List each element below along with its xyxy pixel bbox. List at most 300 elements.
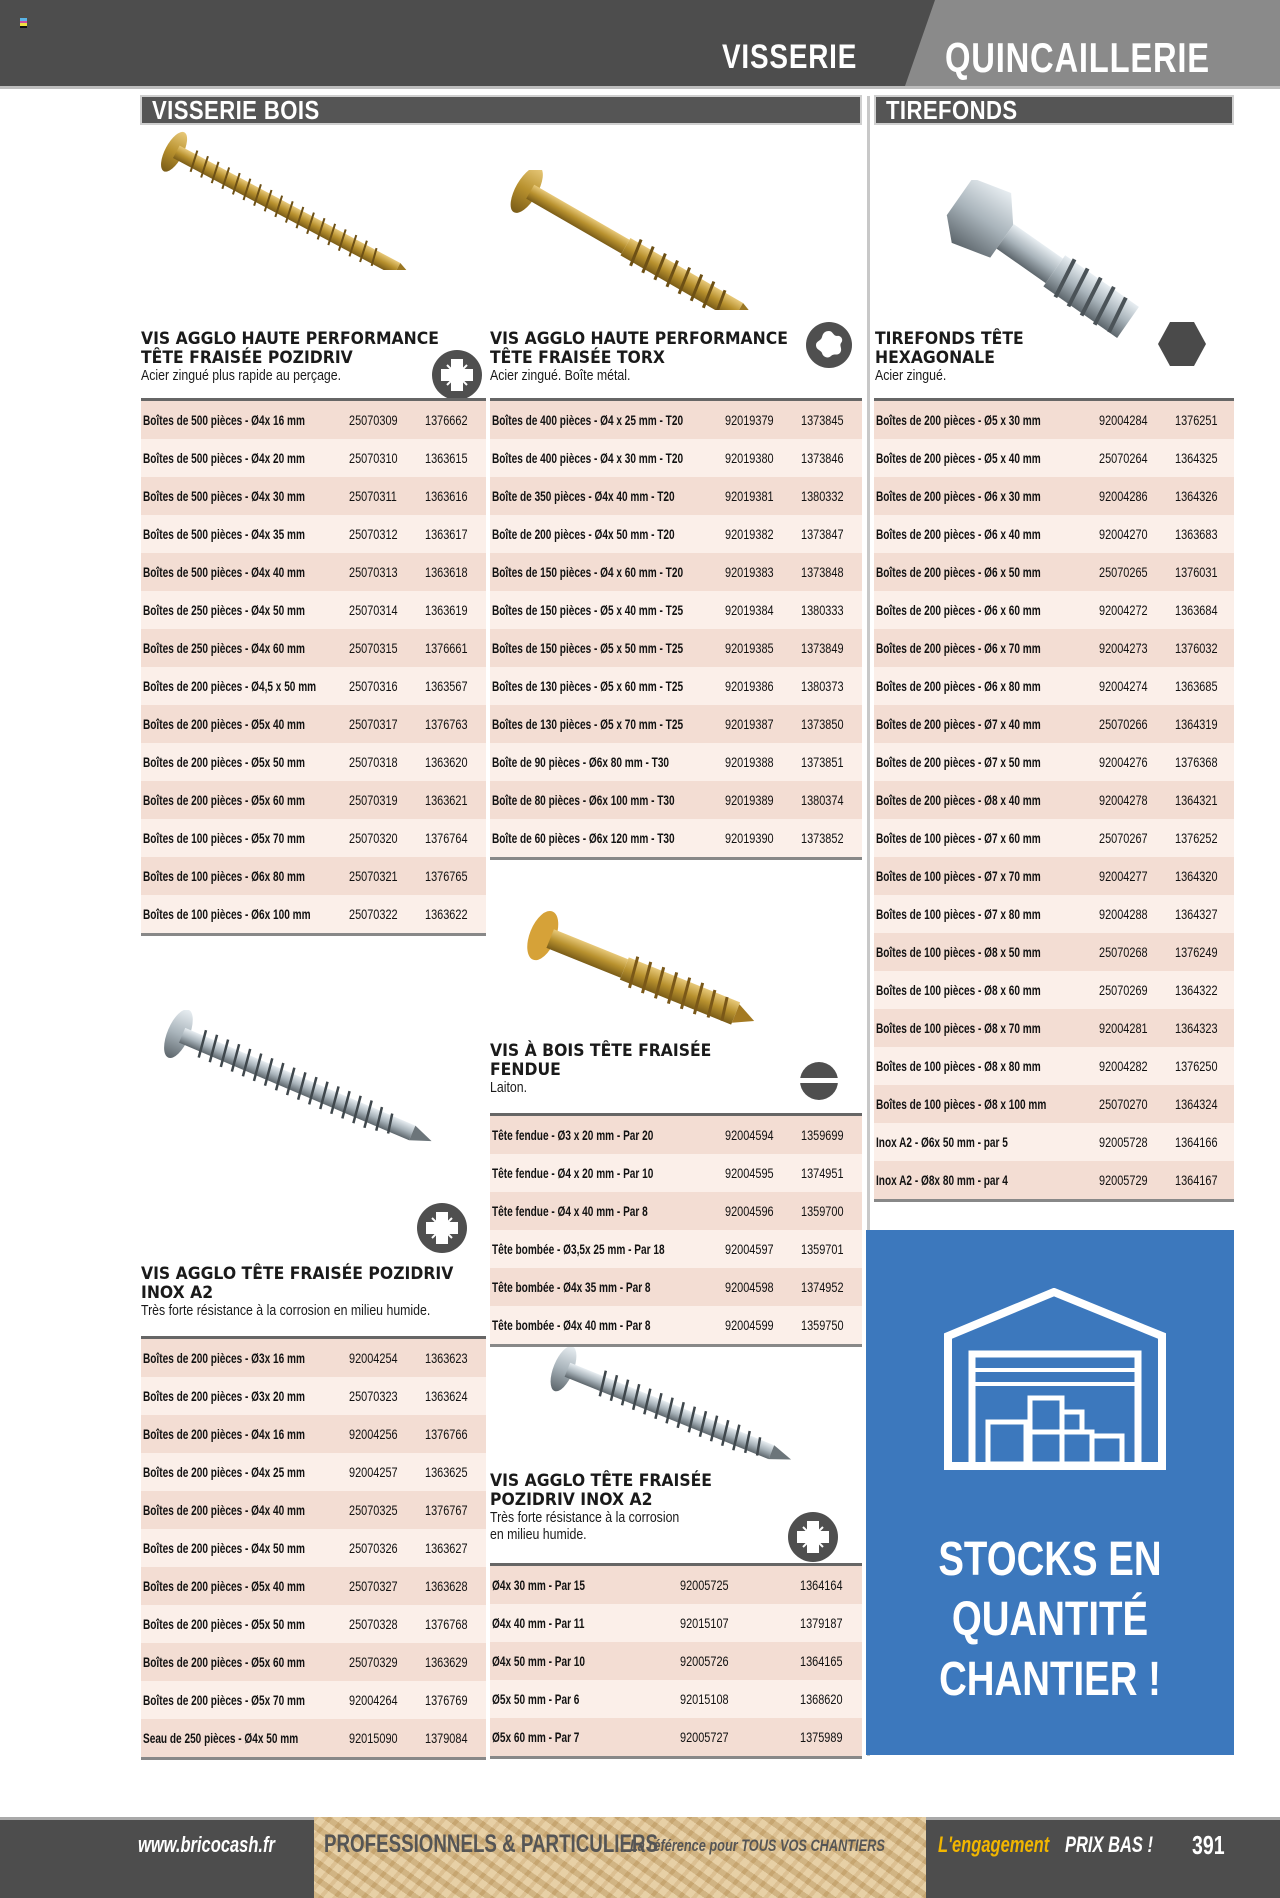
cell-text: 1363622: [425, 906, 468, 922]
cell-text: 1373848: [801, 564, 844, 580]
row-code: [801, 1317, 862, 1333]
row-reference: [1099, 944, 1175, 960]
cell-text: 92004598: [725, 1279, 774, 1295]
cell-text: 25070319: [349, 792, 398, 808]
cell-text: Boîtes de 200 pièces - Ø7 x 40 mm: [876, 716, 1041, 732]
table-row: [141, 895, 486, 933]
cell-text: 92019383: [725, 564, 774, 580]
row-code: [425, 1388, 486, 1404]
table-row: [874, 629, 1234, 667]
product-image-hex-lag-bolt: [940, 180, 1160, 350]
cell-text: Boîtes de 200 pièces - Ø5x 50 mm: [143, 754, 305, 770]
cell-text: Boîtes de 130 pièces - Ø5 x 60 mm - T25: [492, 678, 684, 694]
cell-text: 92019387: [725, 716, 774, 732]
table-row: [874, 895, 1234, 933]
cell-text: 92005726: [680, 1653, 729, 1669]
row-reference: [725, 792, 801, 808]
row-description: [874, 564, 1099, 580]
cell-text: Boîtes de 400 pièces - Ø4 x 30 mm - T20: [492, 450, 684, 466]
cell-text: 25070314: [349, 602, 398, 618]
cell-text: 1363623: [425, 1350, 468, 1366]
product-table-p5: [141, 1336, 486, 1760]
cell-text: Boîte de 90 pièces - Ø6x 80 mm - T30: [492, 754, 670, 770]
row-description: [490, 1127, 725, 1143]
cell-text: 1376763: [425, 716, 468, 732]
table-row: [141, 667, 486, 705]
row-code: [425, 602, 486, 618]
cell-text: 1364319: [1175, 716, 1218, 732]
row-reference: [349, 678, 425, 694]
cell-text: Boîtes de 100 pièces - Ø6x 80 mm: [143, 868, 305, 884]
row-reference: [349, 412, 425, 428]
table-row: [874, 857, 1234, 895]
row-reference: [1099, 1058, 1175, 1074]
row-description: [490, 792, 725, 808]
row-code: [1175, 716, 1234, 732]
product-description: Laiton.: [490, 1080, 528, 1096]
row-description: [141, 868, 349, 884]
cell-text: 1376252: [1175, 830, 1218, 846]
row-reference: [349, 1464, 425, 1480]
row-reference: [725, 450, 801, 466]
cell-text: Boîtes de 200 pièces - Ø5x 70 mm: [143, 1692, 305, 1708]
row-reference: [725, 716, 801, 732]
row-reference: [1099, 1020, 1175, 1036]
row-code: [425, 1426, 486, 1442]
row-description: [490, 678, 725, 694]
table-row: [874, 971, 1234, 1009]
product-title: VIS À BOIS TÊTE FRAISÉE: [490, 1041, 712, 1061]
cell-text: 25070310: [349, 450, 398, 466]
row-description: [490, 602, 725, 618]
cell-text: 1376251: [1175, 412, 1218, 428]
row-description: [490, 1691, 680, 1707]
cell-text: 1364327: [1175, 906, 1218, 922]
header-section: QUINCAILLERIE: [945, 34, 1210, 81]
cell-text: 1363615: [425, 450, 468, 466]
cell-text: 1376764: [425, 830, 468, 846]
product-description: Très forte résistance à la corrosion en milieu humide.: [141, 1303, 431, 1319]
cell-text: 1363567: [425, 678, 468, 694]
page-number: 391: [1192, 1830, 1225, 1860]
cell-text: 25070322: [349, 906, 398, 922]
table-row: [141, 857, 486, 895]
product-description: Acier zingué plus rapide au perçage.: [141, 368, 342, 384]
row-code: [801, 830, 862, 846]
row-description: [490, 716, 725, 732]
row-description: [490, 1317, 725, 1333]
cell-text: Tête fendue - Ø3 x 20 mm - Par 20: [492, 1127, 654, 1143]
cell-text: Boîte de 60 pièces - Ø6x 120 mm - T30: [492, 830, 675, 846]
cell-text: 1363625: [425, 1464, 468, 1480]
cell-text: 1376765: [425, 868, 468, 884]
cell-text: 1376769: [425, 1692, 468, 1708]
cell-text: 1375989: [800, 1729, 843, 1745]
row-reference: [349, 488, 425, 504]
promo-stock-banner: [866, 1230, 1234, 1755]
row-code: [425, 830, 486, 846]
row-reference: [1099, 1172, 1175, 1188]
cell-text: 1374951: [801, 1165, 844, 1181]
cell-text: Ø4x 50 mm - Par 10: [492, 1653, 586, 1669]
cell-text: 1380373: [801, 678, 844, 694]
row-code: [800, 1729, 862, 1745]
cell-text: 1376031: [1175, 564, 1218, 580]
row-reference: [349, 564, 425, 580]
cell-text: Boîtes de 250 pièces - Ø4x 50 mm: [143, 602, 305, 618]
table-row: [490, 477, 862, 515]
row-reference: [725, 1241, 801, 1257]
cell-text: Boîtes de 200 pièces - Ø5x 50 mm: [143, 1616, 305, 1632]
row-description: [141, 488, 349, 504]
table-row: [490, 401, 862, 439]
cell-text: 25070267: [1099, 830, 1148, 846]
cell-text: Boîtes de 250 pièces - Ø4x 60 mm: [143, 640, 305, 656]
cell-text: 1363621: [425, 792, 468, 808]
product-image-silver-pozidriv-screw: [160, 1010, 470, 1160]
cell-text: 1379084: [425, 1730, 468, 1746]
row-reference: [725, 526, 801, 542]
cell-text: 1364322: [1175, 982, 1218, 998]
table-row: [141, 1643, 486, 1681]
row-code: [425, 412, 486, 428]
table-row: [490, 591, 862, 629]
cell-text: 25070269: [1099, 982, 1148, 998]
table-row: [874, 743, 1234, 781]
cell-text: Boîtes de 200 pièces - Ø4x 50 mm: [143, 1540, 305, 1556]
cell-text: Boîtes de 200 pièces - Ø6 x 30 mm: [876, 488, 1041, 504]
row-code: [425, 564, 486, 580]
cell-text: Boîtes de 200 pièces - Ø4x 25 mm: [143, 1464, 305, 1480]
row-reference: [349, 906, 425, 922]
table-row: [490, 439, 862, 477]
row-code: [1175, 906, 1234, 922]
cell-text: 92015107: [680, 1615, 729, 1631]
row-code: [425, 1616, 486, 1632]
table-row: [874, 705, 1234, 743]
section-title: VISSERIE BOIS: [152, 95, 320, 125]
cell-text: 92004278: [1099, 792, 1148, 808]
cell-text: 1363617: [425, 526, 468, 542]
row-code: [1175, 982, 1234, 998]
row-description: [490, 1577, 680, 1593]
row-reference: [349, 602, 425, 618]
section-title: TIREFONDS: [886, 95, 1018, 125]
cell-text: 25070327: [349, 1578, 398, 1594]
row-reference: [725, 412, 801, 428]
cell-text: 92004273: [1099, 640, 1148, 656]
cell-text: Boîtes de 200 pièces - Ø6 x 60 mm: [876, 602, 1041, 618]
cell-text: Boîtes de 200 pièces - Ø3x 16 mm: [143, 1350, 305, 1366]
table-row: [141, 743, 486, 781]
row-reference: [725, 1317, 801, 1333]
row-description: [141, 792, 349, 808]
row-code: [425, 1540, 486, 1556]
table-row: [490, 515, 862, 553]
product-table-p3: [874, 398, 1234, 1202]
row-description: [874, 716, 1099, 732]
row-description: [874, 1058, 1099, 1074]
cell-text: 1380374: [801, 792, 844, 808]
row-description: [874, 526, 1099, 542]
row-reference: [1099, 830, 1175, 846]
product-title: VIS AGGLO HAUTE PERFORMANCE: [141, 329, 439, 349]
row-description: [141, 1502, 349, 1518]
product-title: POZIDRIV INOX A2: [490, 1490, 653, 1510]
table-row: [141, 1719, 486, 1757]
row-description: [874, 640, 1099, 656]
row-code: [1175, 1058, 1234, 1074]
cell-text: 92004277: [1099, 868, 1148, 884]
cell-text: Boîtes de 200 pièces - Ø5x 40 mm: [143, 716, 305, 732]
row-description: [874, 412, 1099, 428]
cell-text: 92004274: [1099, 678, 1148, 694]
row-description: [141, 1350, 349, 1366]
footer-engagement: [938, 1832, 1183, 1858]
row-description: [490, 1729, 680, 1745]
cell-text: 92004597: [725, 1241, 774, 1257]
table-row: [141, 477, 486, 515]
row-code: [425, 1692, 486, 1708]
row-description: [141, 1464, 349, 1480]
row-reference: [349, 1692, 425, 1708]
cell-text: 1374952: [801, 1279, 844, 1295]
row-reference: [725, 1127, 801, 1143]
table-row: [490, 1154, 862, 1192]
cell-text: 1359750: [801, 1317, 844, 1333]
row-reference: [725, 678, 801, 694]
table-row: [141, 553, 486, 591]
row-description: [874, 450, 1099, 466]
row-description: [141, 1578, 349, 1594]
product-title: TÊTE FRAISÉE TORX: [490, 348, 665, 368]
row-code: [425, 1578, 486, 1594]
row-reference: [349, 1540, 425, 1556]
row-reference: [1099, 602, 1175, 618]
row-code: [425, 526, 486, 542]
row-reference: [680, 1615, 800, 1631]
promo-headline: [866, 1530, 1234, 1710]
cell-text: 1364325: [1175, 450, 1218, 466]
table-row: [874, 401, 1234, 439]
cell-text: 1376032: [1175, 640, 1218, 656]
cell-text: Boîtes de 130 pièces - Ø5 x 70 mm - T25: [492, 716, 684, 732]
row-description: [874, 906, 1099, 922]
row-description: [874, 754, 1099, 770]
cell-text: Boîtes de 200 pièces - Ø6 x 40 mm: [876, 526, 1041, 542]
cell-text: Boîtes de 100 pièces - Ø8 x 100 mm: [876, 1096, 1047, 1112]
section-bar-tirefonds: [874, 95, 1234, 125]
product-description: Acier zingué.: [875, 368, 947, 384]
cell-text: Seau de 250 pièces - Ø4x 50 mm: [143, 1730, 299, 1746]
cell-text: Ø5x 50 mm - Par 6: [492, 1691, 580, 1707]
cell-text: Boîtes de 500 pièces - Ø4x 16 mm: [143, 412, 305, 428]
cell-text: 92019385: [725, 640, 774, 656]
table-row: [141, 629, 486, 667]
row-description: [141, 716, 349, 732]
row-code: [425, 640, 486, 656]
table-row: [874, 553, 1234, 591]
cell-text: 1373845: [801, 412, 844, 428]
row-code: [425, 1464, 486, 1480]
cell-text: 92005729: [1099, 1172, 1148, 1188]
cell-text: 1359699: [801, 1127, 844, 1143]
product-table-p4: [490, 1113, 862, 1347]
cell-text: 92004599: [725, 1317, 774, 1333]
promo-line: QUANTITÉ: [951, 1593, 1149, 1646]
table-row: [141, 1415, 486, 1453]
cell-text: 92004272: [1099, 602, 1148, 618]
cell-text: Inox A2 - Ø6x 50 mm - par 5: [876, 1134, 1008, 1150]
row-description: [141, 412, 349, 428]
cell-text: 92005728: [1099, 1134, 1148, 1150]
hexagon-icon: [1158, 322, 1206, 366]
row-reference: [349, 716, 425, 732]
cell-text: Ø4x 30 mm - Par 15: [492, 1577, 586, 1593]
cell-text: 1376368: [1175, 754, 1218, 770]
row-reference: [349, 1502, 425, 1518]
cell-text: Boîtes de 200 pièces - Ø5x 60 mm: [143, 792, 305, 808]
cell-text: 1373850: [801, 716, 844, 732]
product-title: VIS AGGLO HAUTE PERFORMANCE: [490, 329, 788, 349]
website-link[interactable]: www.bricocash.fr: [138, 1832, 275, 1857]
table-row: [490, 743, 862, 781]
cell-text: Boîtes de 100 pièces - Ø7 x 70 mm: [876, 868, 1041, 884]
row-code: [1175, 640, 1234, 656]
row-reference: [349, 526, 425, 542]
cell-text: 25070312: [349, 526, 398, 542]
cell-text: Boîtes de 100 pièces - Ø6x 100 mm: [143, 906, 311, 922]
row-code: [1175, 1096, 1234, 1112]
cell-text: Boîtes de 150 pièces - Ø4 x 60 mm - T20: [492, 564, 684, 580]
cell-text: Boîtes de 500 pièces - Ø4x 30 mm: [143, 488, 305, 504]
warehouse-icon: [944, 1288, 1166, 1474]
cell-text: 1380332: [801, 488, 844, 504]
row-description: [874, 1096, 1099, 1112]
cell-text: Tête bombée - Ø4x 40 mm - Par 8: [492, 1317, 651, 1333]
row-description: [874, 982, 1099, 998]
row-description: [141, 1388, 349, 1404]
row-code: [425, 754, 486, 770]
cell-text: 92004254: [349, 1350, 398, 1366]
cell-text: Boîtes de 100 pièces - Ø8 x 80 mm: [876, 1058, 1041, 1074]
table-row: [141, 1377, 486, 1415]
table-row: [874, 781, 1234, 819]
product-image-brass-slotted-screw: [525, 910, 785, 1030]
row-code: [801, 1203, 862, 1219]
row-code: [801, 640, 862, 656]
cell-text: 1376250: [1175, 1058, 1218, 1074]
cell-text: 1363685: [1175, 678, 1218, 694]
table-row: [141, 591, 486, 629]
product-description: en milieu humide.: [490, 1527, 587, 1543]
cell-text: Boîte de 350 pièces - Ø4x 40 mm - T20: [492, 488, 675, 504]
table-row: [874, 591, 1234, 629]
row-code: [800, 1653, 862, 1669]
row-code: [425, 678, 486, 694]
row-code: [425, 792, 486, 808]
row-description: [141, 640, 349, 656]
row-reference: [349, 868, 425, 884]
product-block-agglo-torx: [490, 330, 810, 385]
cell-text: Boîtes de 100 pièces - Ø8 x 50 mm: [876, 944, 1041, 960]
row-code: [1175, 754, 1234, 770]
row-description: [874, 792, 1099, 808]
row-code: [801, 716, 862, 732]
row-code: [801, 678, 862, 694]
cell-text: 1376249: [1175, 944, 1218, 960]
row-code: [801, 488, 862, 504]
cell-text: 1373852: [801, 830, 844, 846]
product-title: FENDUE: [490, 1060, 561, 1080]
cell-text: 25070321: [349, 868, 398, 884]
table-row: [874, 477, 1234, 515]
cell-text: Boîtes de 400 pièces - Ø4 x 25 mm - T20: [492, 412, 684, 428]
cell-text: 1363683: [1175, 526, 1218, 542]
cell-text: 92019386: [725, 678, 774, 694]
row-reference: [1099, 564, 1175, 580]
cell-text: 92019380: [725, 450, 774, 466]
cell-text: 1363624: [425, 1388, 468, 1404]
cell-text: 92004282: [1099, 1058, 1148, 1074]
table-row: [874, 933, 1234, 971]
cell-text: Tête fendue - Ø4 x 20 mm - Par 10: [492, 1165, 654, 1181]
cell-text: Boîtes de 100 pièces - Ø5x 70 mm: [143, 830, 305, 846]
cell-text: Tête bombée - Ø3,5x 25 mm - Par 18: [492, 1241, 665, 1257]
table-row: [490, 781, 862, 819]
row-description: [874, 830, 1099, 846]
cell-text: 92015090: [349, 1730, 398, 1746]
cell-text: Boîtes de 100 pièces - Ø8 x 60 mm: [876, 982, 1041, 998]
row-description: [141, 678, 349, 694]
cell-text: 1359701: [801, 1241, 844, 1257]
row-description: [141, 1654, 349, 1670]
row-code: [801, 754, 862, 770]
cell-text: 92019384: [725, 602, 774, 618]
product-block-agglo-pozidriv-inox: [141, 1265, 486, 1320]
product-block-brass-slotted: [490, 1042, 810, 1097]
cell-text: 1364167: [1175, 1172, 1218, 1188]
row-description: [490, 830, 725, 846]
row-reference: [1099, 488, 1175, 504]
cell-text: Boîtes de 200 pièces - Ø5x 40 mm: [143, 1578, 305, 1594]
table-row: [141, 401, 486, 439]
table-row: [490, 1566, 862, 1604]
cell-text: Boîtes de 200 pièces - Ø8 x 40 mm: [876, 792, 1041, 808]
row-code: [425, 450, 486, 466]
row-reference: [680, 1729, 800, 1745]
row-description: [874, 1172, 1099, 1188]
table-row: [490, 705, 862, 743]
table-row: [141, 1339, 486, 1377]
row-description: [141, 564, 349, 580]
cell-text: 1364166: [1175, 1134, 1218, 1150]
product-image-gold-pozidriv-screw: [155, 130, 445, 270]
product-title: HEXAGONALE: [875, 348, 995, 368]
table-row: [490, 1230, 862, 1268]
row-code: [1175, 1020, 1234, 1036]
header-divider: [0, 86, 1280, 89]
row-reference: [680, 1577, 800, 1593]
table-row: [874, 1085, 1234, 1123]
cell-text: 92019382: [725, 526, 774, 542]
cell-text: Ø5x 60 mm - Par 7: [492, 1729, 580, 1745]
promo-line: STOCKS EN: [938, 1533, 1162, 1586]
cell-text: Boîtes de 200 pièces - Ø3x 20 mm: [143, 1388, 305, 1404]
cell-text: Boîtes de 100 pièces - Ø7 x 60 mm: [876, 830, 1041, 846]
cell-text: 1363629: [425, 1654, 468, 1670]
cell-text: 92019381: [725, 488, 774, 504]
